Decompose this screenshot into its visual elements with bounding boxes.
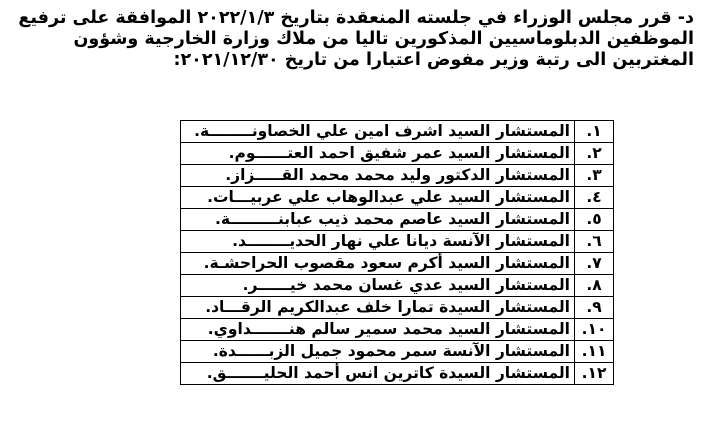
row-number: ٩. [575,297,614,319]
row-number: ٤. [575,187,614,209]
table-row [181,143,614,165]
table-row [181,297,614,319]
row-number: ٦. [575,231,614,253]
table-row [181,231,614,253]
row-name: المستشار الآنسة سمر محمود جميل الزبــــــدة. [181,341,575,363]
row-name: المستشار السيدة تمارا خلف عبدالكريم الرقـــاد. [181,297,575,319]
row-number: ١٢. [575,363,614,385]
row-number: ٣. [575,165,614,187]
row-name: المستشار السيدة كاترين انس أحمد الحليـــــــق. [181,363,575,385]
row-number: ١. [575,121,614,143]
table-row [181,363,614,385]
row-name: المستشار السيد أكرم سعود مقصوب الحراحشـة. [181,253,575,275]
paragraph-marker: د- [677,8,694,28]
table-row [181,253,614,275]
row-name: المستشار السيد عدي غسان محمد خيــــــر. [181,275,575,297]
table-row [181,121,614,143]
row-number: ٢. [575,143,614,165]
row-number: ١١. [575,341,614,363]
row-number: ٧. [575,253,614,275]
table-row [181,275,614,297]
paragraph-line: الموظفين الدبلوماسيين المذكورين تاليا من ملاك وزارة الخارجية وشؤون [73,29,694,49]
paragraph-line [4,8,694,29]
row-name: المستشار السيد اشرف امين علي الخصاونــــــــة. [181,121,575,143]
promoted-staff-table [180,120,614,385]
table-row [181,165,614,187]
row-number: ٥. [575,209,614,231]
paragraph-line-text: قرر مجلس الوزراء في جلسته المنعقدة بتاريخ ٢٠٢٢/١/٣ الموافقة على ترفيع [18,8,672,28]
table-row [181,187,614,209]
row-number: ٨. [575,275,614,297]
table-row [181,319,614,341]
table-row [181,209,614,231]
row-name: المستشار السيد عاصم محمد ذيب عبابنـــــــــة. [181,209,575,231]
row-name: المستشار الآنسة ديانا علي نهار الحديــــــــد. [181,231,575,253]
row-name: المستشار السيد عمر شفيق احمد العتــــــوم. [181,143,575,165]
row-name: المستشار السيد محمد سمير سالم هنـــــــداوي. [181,319,575,341]
decision-paragraph [4,8,694,71]
row-number: ١٠. [575,319,614,341]
row-name: المستشار السيد علي عبدالوهاب علي عربيـــات. [181,187,575,209]
table-row [181,341,614,363]
paragraph-line: المغتربين الى رتبة وزير مفوض اعتبارا من تاريخ ٢٠٢١/١٢/٣٠: [173,50,694,70]
row-name: المستشار الدكتور وليد محمد محمد القـــــزاز. [181,165,575,187]
